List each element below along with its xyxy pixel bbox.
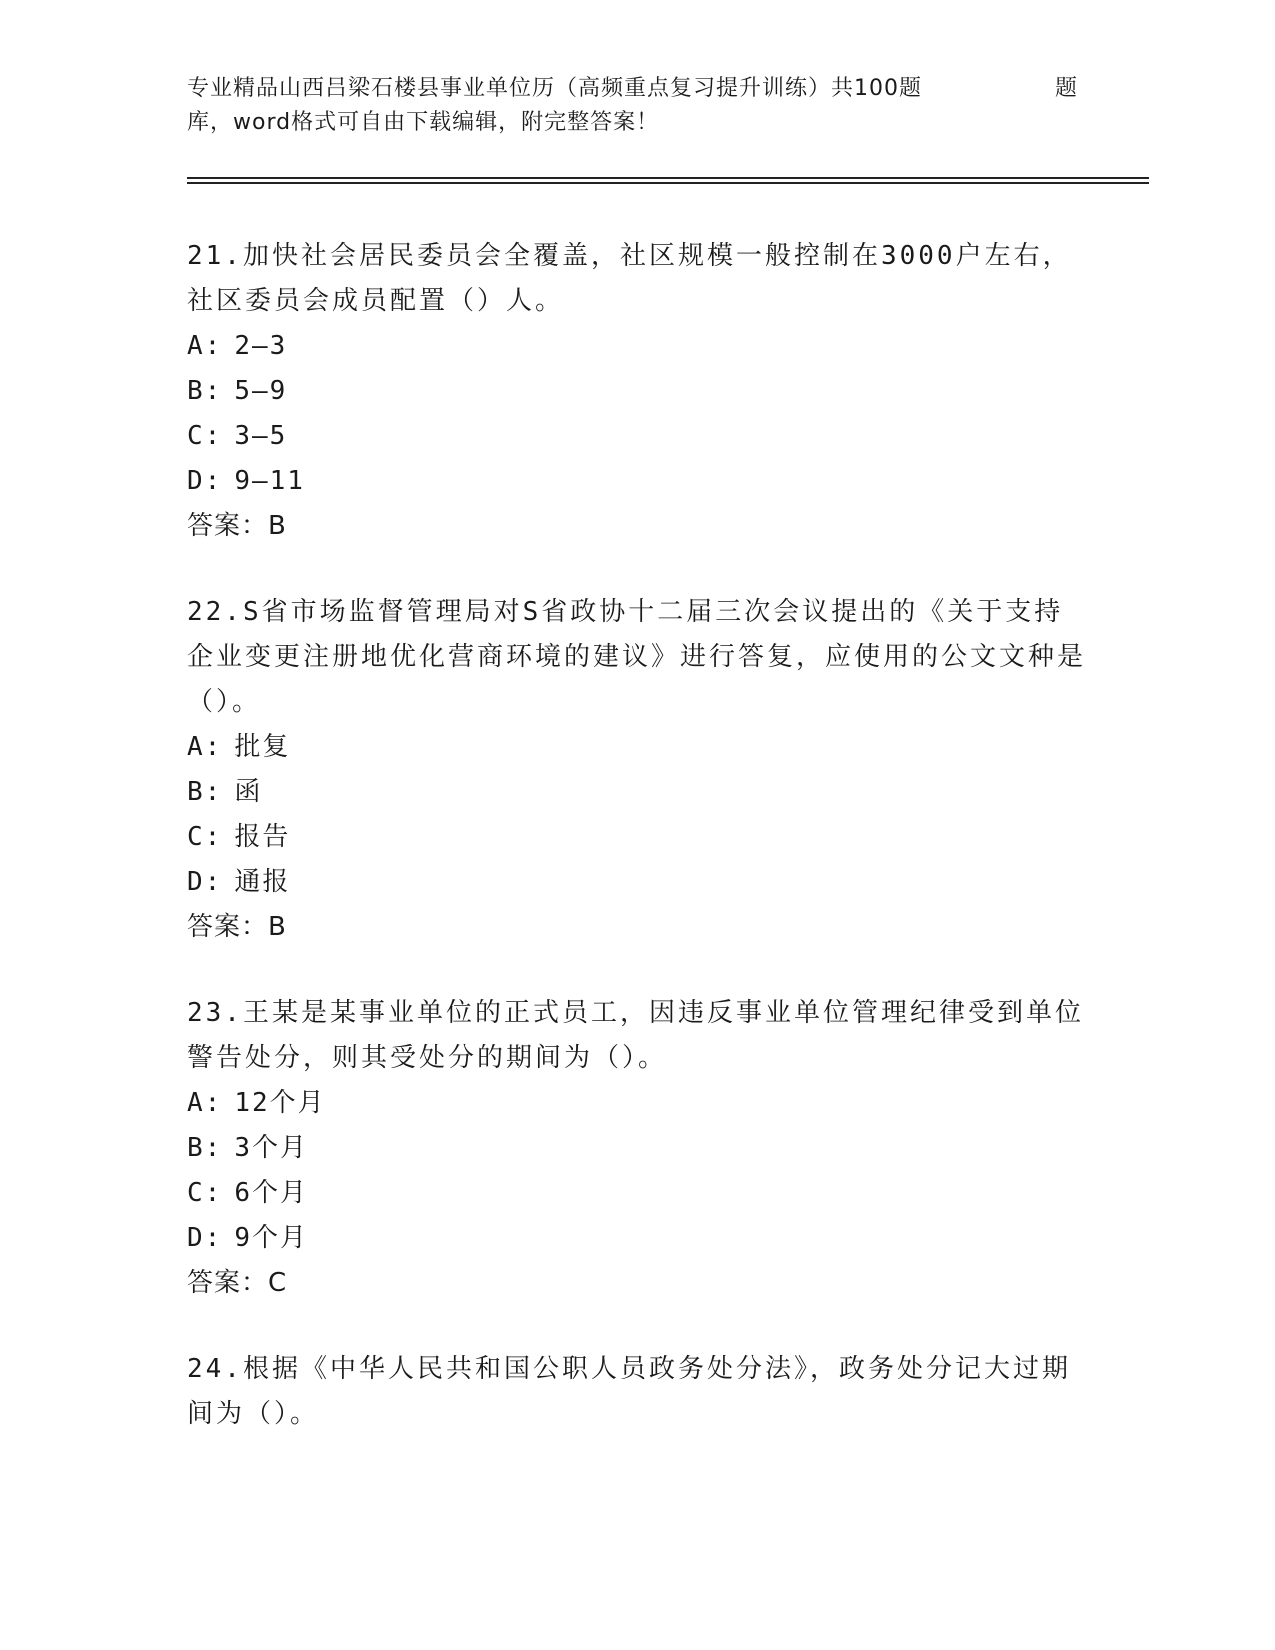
option-letter: C:	[187, 822, 223, 852]
option-a	[187, 324, 1087, 369]
option-text: 函	[234, 777, 263, 807]
option-d	[187, 860, 1087, 905]
option-b	[187, 1126, 1087, 1171]
option-letter: A:	[187, 1088, 223, 1118]
option-d	[187, 1216, 1087, 1261]
option-text: 批复	[234, 732, 291, 762]
option-letter: B:	[187, 1133, 223, 1163]
header-line-1	[187, 72, 1087, 106]
option-b	[187, 369, 1087, 414]
option-c	[187, 1171, 1087, 1216]
question-24	[187, 1347, 1087, 1437]
answer-line: 答案：B	[187, 511, 287, 541]
option-text: 3个月	[234, 1133, 308, 1163]
answer-line: 答案：B	[187, 912, 287, 942]
question-22	[187, 590, 1087, 950]
option-text: 5—9	[234, 376, 288, 406]
question-stem: 23.王某是某事业单位的正式员工，因违反事业单位管理纪律受到单位警告处分，则其受处分的期间为（）。	[187, 998, 1084, 1073]
option-text: 2—3	[234, 331, 288, 361]
header-divider-top	[187, 177, 1149, 179]
document-header	[187, 72, 1087, 140]
option-letter: D:	[187, 466, 223, 496]
option-letter: D:	[187, 1223, 223, 1253]
question-stem: 24.根据《中华人民共和国公职人员政务处分法》，政务处分记大过期间为（）。	[187, 1354, 1071, 1429]
header-title-tail: 题	[1055, 76, 1079, 101]
question-stem: 21.加快社会居民委员会全覆盖，社区规模一般控制在3000户左右，社区委员会成员配置（）人。	[187, 241, 1072, 316]
option-a	[187, 725, 1087, 770]
option-text: 报告	[234, 822, 291, 852]
option-letter: C:	[187, 1178, 223, 1208]
header-line-2: 库，word格式可自由下载编辑，附完整答案！	[187, 110, 660, 135]
question-stem: 22.S省市场监督管理局对S省政协十二届三次会议提出的《关于支持企业变更注册地优化营商环境的建议》进行答复，应使用的公文文种是（）。	[187, 597, 1087, 717]
question-21	[187, 234, 1087, 549]
option-letter: D:	[187, 867, 223, 897]
question-23	[187, 991, 1087, 1306]
header-title: 专业精品山西吕梁石楼县事业单位历（高频重点复习提升训练）共100题	[187, 76, 922, 101]
option-letter: C:	[187, 421, 223, 451]
option-d	[187, 459, 1087, 504]
question-list	[187, 234, 1087, 1478]
option-letter: A:	[187, 331, 223, 361]
header-divider-bottom	[187, 182, 1149, 184]
option-text: 9—11	[234, 466, 305, 496]
option-text: 3—5	[234, 421, 288, 451]
option-letter: A:	[187, 732, 223, 762]
option-text: 通报	[234, 867, 291, 897]
option-letter: B:	[187, 376, 223, 406]
option-c	[187, 414, 1087, 459]
option-text: 12个月	[234, 1088, 326, 1118]
option-text: 9个月	[234, 1223, 308, 1253]
option-text: 6个月	[234, 1178, 308, 1208]
option-c	[187, 815, 1087, 860]
option-letter: B:	[187, 777, 223, 807]
answer-line: 答案：C	[187, 1268, 288, 1298]
option-a	[187, 1081, 1087, 1126]
option-b	[187, 770, 1087, 815]
